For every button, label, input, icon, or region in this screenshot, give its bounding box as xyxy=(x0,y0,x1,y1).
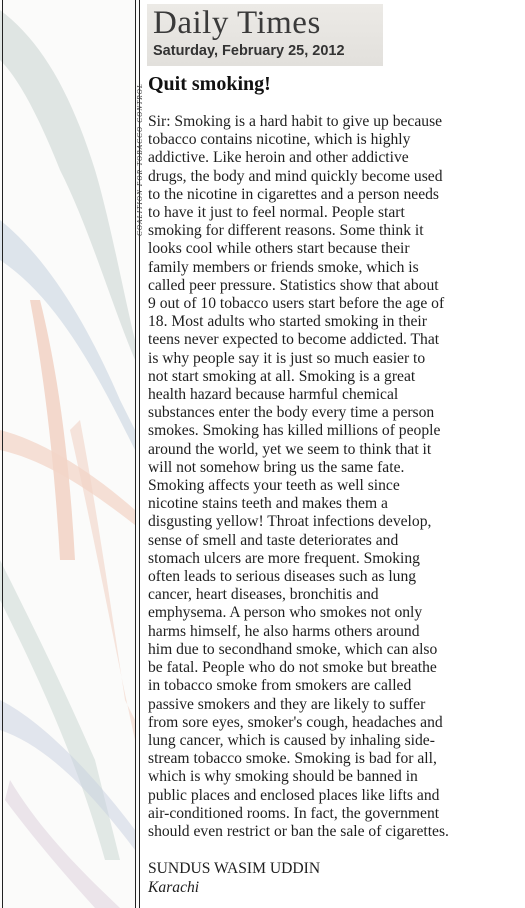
article-line: health hazard because harmful chemical xyxy=(148,386,399,404)
article-line: public places and enclosed places like lifts and xyxy=(148,786,440,804)
decorative-side-band xyxy=(0,0,140,908)
article-line: passive smokers and they are likely to suffer xyxy=(148,695,426,713)
article-line: 18. Most adults who started smoking in their xyxy=(148,313,427,331)
article-line: addictive. Like heroin and other addictive xyxy=(148,149,409,167)
article-line: is why people say it is just so much easier to xyxy=(148,349,426,367)
article-line: from sore eyes, smoker's cough, headaches and xyxy=(148,713,443,731)
article-author: SUNDUS WASIM UDDIN xyxy=(148,860,321,877)
article-line: should even restrict or ban the sale of cigarettes. xyxy=(148,822,449,840)
article-line: will not somehow bring us the same fate. xyxy=(148,458,405,476)
article-line: cancer, heart diseases, bronchitis and xyxy=(148,586,379,604)
article-line: nicotine stains teeth and makes them a xyxy=(148,495,388,513)
article-line: drugs, the body and mind quickly become used xyxy=(148,167,443,185)
article-headline: Quit smoking! xyxy=(148,73,271,95)
newspaper-masthead xyxy=(147,4,383,66)
article-line: in tobacco smoke from smokers are called xyxy=(148,677,412,695)
publication-date: Saturday, February 25, 2012 xyxy=(153,43,345,59)
newspaper-name: Daily Times xyxy=(153,5,321,41)
article-line: looks cool while others start because their xyxy=(148,240,410,258)
article-line: around the world, yet we seem to think that it xyxy=(148,440,432,458)
article-line: stream tobacco smoke. Smoking is bad for all, xyxy=(148,750,437,768)
article-line: him due to secondhand smoke, which can also xyxy=(148,640,438,658)
article-line: 9 out of 10 tobacco users start before the age of xyxy=(148,295,445,313)
article-line: to have it just to feel normal. People start xyxy=(148,204,405,222)
article-line: often leads to serious diseases such as lung xyxy=(148,568,417,586)
side-caption: COALITION FOR TOBACCO CONTROL xyxy=(136,82,144,236)
article-line: be fatal. People who do not smoke but breathe xyxy=(148,659,437,677)
article-line: tobacco contains nicotine, which is highly xyxy=(148,131,411,149)
article-line: which is why smoking should be banned in xyxy=(148,768,418,786)
article-line: emphysema. A person who smokes not only xyxy=(148,604,423,622)
article-line: family members or friends smoke, which is xyxy=(148,258,419,276)
article-line: smokes. Smoking has killed millions of people xyxy=(148,422,441,440)
article-line: smoking for different reasons. Some think it xyxy=(148,222,424,240)
article-line: air-conditioned rooms. In fact, the government xyxy=(148,804,440,822)
article-line: called peer pressure. Statistics show that about xyxy=(148,276,439,294)
frame-rule-left xyxy=(2,0,3,908)
article-line: not start smoking at all. Smoking is a great xyxy=(148,367,416,385)
article-line: disgusting yellow! Throat infections develop, xyxy=(148,513,432,531)
decorative-brush-strokes xyxy=(0,0,140,908)
article-line: substances enter the body every time a person xyxy=(148,404,435,422)
article-line: to the nicotine in cigarettes and a person needs xyxy=(148,185,439,203)
article-location: Karachi xyxy=(148,879,200,896)
article-line: lung cancer, which is caused by inhaling side- xyxy=(148,731,435,749)
article-line: Sir: Smoking is a hard habit to give up because xyxy=(148,113,443,130)
article-line: teens never expected to become addicted. That xyxy=(148,331,440,349)
article-line: harms himself, he also harms others around xyxy=(148,622,420,640)
article-line: Smoking affects your teeth as well since xyxy=(148,477,400,495)
article-line: sense of smell and taste deteriorates and xyxy=(148,531,399,549)
article-body xyxy=(148,113,518,841)
article-line: stomach ulcers are more frequent. Smoking xyxy=(148,549,420,567)
